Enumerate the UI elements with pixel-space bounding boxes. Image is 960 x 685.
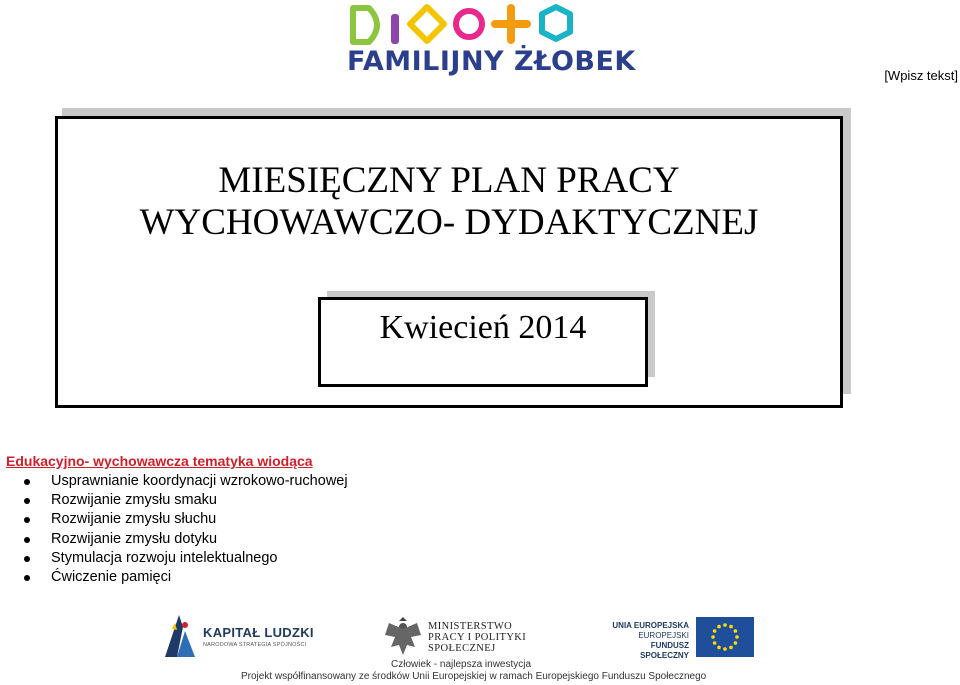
- bullet-icon: [24, 498, 30, 504]
- page-title: [55, 160, 843, 244]
- theme-list: [22, 472, 348, 587]
- list-item: Ćwiczenie pamięci: [22, 568, 348, 587]
- kapital-ludzki-subtitle: NARODOWA STRATEGIA SPÓJNOŚCI: [203, 642, 307, 648]
- kapital-ludzki-icon: [163, 613, 197, 659]
- slogan: Człowiek - najlepsza inwestycja: [391, 659, 532, 670]
- header-placeholder-text[interactable]: [Wpisz tekst]: [884, 68, 958, 83]
- ministry-name: MINISTERSTWO PRACY I POLITYKI SPOŁECZNEJ: [428, 621, 527, 654]
- list-item: Stymulacja rozwoju intelektualnego: [22, 549, 348, 568]
- logo-name: FAMILIJNY ŻŁOBEK: [347, 46, 636, 77]
- bullet-icon: [24, 517, 30, 523]
- list-item: Rozwijanie zmysłu słuchu: [22, 510, 348, 529]
- bullet-icon: [24, 556, 30, 562]
- bullet-icon: [24, 537, 30, 543]
- theme-heading: Edukacyjno- wychowawcza tematyka wiodąca: [6, 453, 313, 469]
- list-item: Usprawnianie koordynacji wzrokowo-ruchowej: [22, 472, 348, 491]
- eu-flag-icon: [696, 617, 754, 657]
- kapital-ludzki-title: KAPITAŁ LUDZKI: [203, 625, 314, 640]
- list-item: Rozwijanie zmysłu dotyku: [22, 530, 348, 549]
- eu-fund-label: UNIA EUROPEJSKA EUROPEJSKI FUNDUSZ SPOŁECZNY: [612, 621, 689, 660]
- title-line-1: MIESIĘCZNY PLAN PRACY: [218, 160, 680, 201]
- title-line-2: WYCHOWAWCZO- DYDAKTYCZNEJ: [139, 202, 759, 243]
- bullet-icon: [24, 479, 30, 485]
- list-item: Rozwijanie zmysłu smaku: [22, 491, 348, 510]
- bullet-icon: [24, 575, 30, 581]
- footer-logos: [0, 605, 960, 685]
- logo-shapes-icon: [345, 2, 577, 48]
- polish-eagle-icon: [383, 617, 423, 657]
- month-label: Kwiecień 2014: [379, 309, 587, 346]
- funding-note: Projekt współfinansowany ze środków Unii Europejskiej w ramach Europejskiego Funduszu Społecznego: [241, 671, 707, 682]
- familijny-zlobek-logo: [345, 2, 636, 82]
